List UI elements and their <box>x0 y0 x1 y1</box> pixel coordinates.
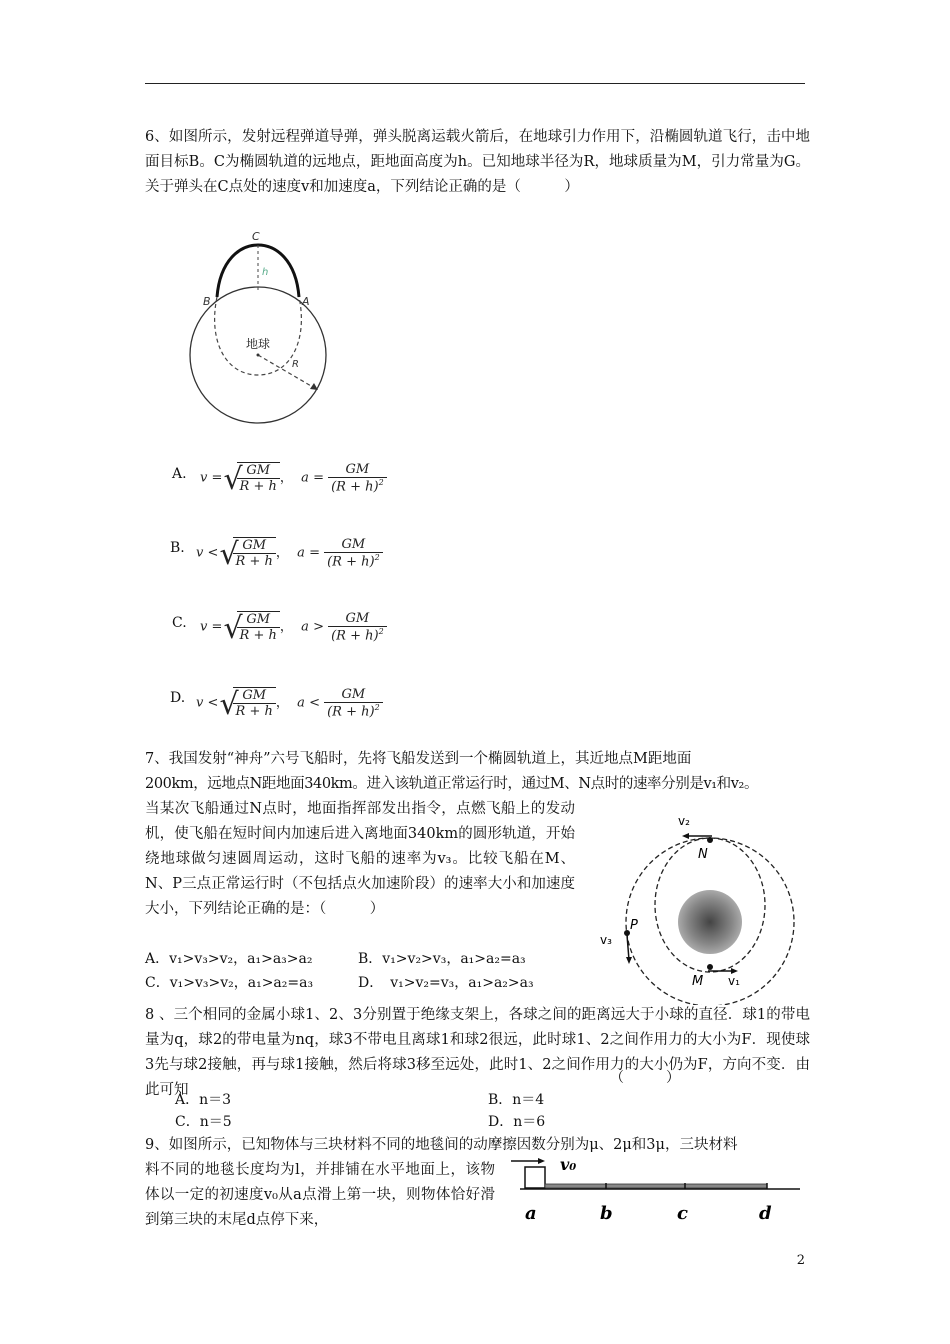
label-c: C <box>252 230 260 243</box>
q8-option-d: D．n＝6 <box>488 1114 546 1130</box>
v2-arrowhead <box>682 833 689 839</box>
question-7-body <box>145 797 575 922</box>
radius-line <box>258 355 318 390</box>
label-v2: v₂ <box>678 814 690 828</box>
label-h: h <box>262 267 269 278</box>
q7-option-a: A．v₁>v₃>v₂，a₁>a₃>a₂ <box>145 951 313 967</box>
label-v1: v₁ <box>728 974 740 988</box>
question-6 <box>145 125 810 200</box>
q8-option-b: B．n＝4 <box>488 1092 545 1108</box>
v0-arrowhead <box>538 1158 545 1164</box>
carpet-strip <box>545 1184 767 1188</box>
question-8 <box>145 1003 810 1103</box>
q9-body: 料不同的地毯长度均为l，并排铺在水平地面上，该物体以一定的初速度v₀从a点滑上第一块，则物体恰好滑到第三块的末尾d点停下来， <box>145 1162 495 1228</box>
label-n: N <box>698 847 708 862</box>
q7-option-c: C．v₁>v₃>v₂，a₁>a₂=a₃ <box>145 975 314 991</box>
question-9-body <box>145 1158 495 1233</box>
point-n-dot <box>707 837 713 843</box>
label-b: b <box>600 1203 613 1224</box>
q6-option-d-formula: v < √ $\frac{GM}{R + h}$ ， a < $\frac{GM}{(R + h)^2}$ <box>196 687 383 719</box>
label-r: R <box>292 359 299 370</box>
q6-option-b-label: B. <box>170 540 185 556</box>
q8-answer-paren: （ ） <box>610 1070 680 1086</box>
label-b: B <box>203 295 211 308</box>
label-m: M <box>692 974 704 989</box>
label-v0: v₀ <box>560 1155 577 1174</box>
label-p: P <box>630 918 638 933</box>
earth-center-dot <box>257 354 260 357</box>
carpet-figure <box>505 1153 805 1225</box>
q6-option-a-label: A. <box>172 466 187 482</box>
ellipse-inner <box>215 297 302 375</box>
q6-option-a-formula: v = √ $\frac{GM}{R + h}$ ， a = $\frac{GM}{(R + h)^2}$ <box>200 462 387 494</box>
label-a: a <box>525 1203 537 1224</box>
page-number: 2 <box>796 1253 805 1268</box>
orbit-figure <box>590 805 810 1005</box>
earth-trajectory-figure <box>180 225 350 440</box>
q6-option-b-formula: v < √ $\frac{GM}{R + h}$ ， a = $\frac{GM}{(R + h)^2}$ <box>196 537 383 569</box>
q8-text: 8 、三个相同的金属小球1、2、3分别置于绝缘支架上，各球之间的距离远大于小球的直径．球1的带电量为q，球2的带电量为nq，球3不带电且离球1和球2很远，此时球1、2之间作用力的大小为F．现使球3先与球2接触，再与球1接触，然后将球3移至远处，此时1、2之间作用力的大小仍为F，方向不变．由此可知 <box>145 1007 810 1098</box>
q9-line-1: 9、如图所示，已知物体与三块材料不同的地毯间的动摩擦因数分别为μ、2μ和3μ，三块材料 <box>145 1137 738 1153</box>
q6-option-d-label: D. <box>170 690 186 706</box>
label-v3: v₃ <box>600 933 612 947</box>
sliding-block <box>525 1167 545 1188</box>
label-a: A <box>302 295 310 308</box>
q7-line-1: 7、我国发射“神舟”六号飞船时，先将飞船发送到一个椭圆轨道上，其近地点M距地面 <box>145 751 692 767</box>
earth-ball <box>678 890 742 954</box>
label-d: d <box>759 1203 772 1224</box>
q6-option-c-label: C. <box>172 615 187 631</box>
v3-arrowhead <box>626 957 632 964</box>
label-c: c <box>677 1203 688 1224</box>
label-earth: 地球 <box>246 337 271 351</box>
question-6-text: 6、如图所示，发射远程弹道导弹，弹头脱离运载火箭后，在地球引力作用下，沿椭圆轨道飞行，击中地面目标B。C为椭圆轨道的远地点，距地面高度为h。已知地球半径为R，地球质量为M，引力常量为G。关于弹头在C点处的速度v和加速度a，下列结论正确的是（ ） <box>145 129 810 195</box>
q6-option-c-formula: v = √ $\frac{GM}{R + h}$ ， a > $\frac{GM}{(R + h)^2}$ <box>200 611 387 643</box>
q7-option-d: D． v₁>v₂=v₃，a₁>a₂>a₃ <box>358 975 534 991</box>
q8-option-a: A．n＝3 <box>175 1092 232 1108</box>
point-m-dot <box>707 964 713 970</box>
q8-option-c: C．n＝5 <box>175 1114 232 1130</box>
q7-option-b: B．v₁>v₂>v₃，a₁>a₂=a₃ <box>358 951 526 967</box>
v3-arrow <box>627 935 629 960</box>
header-rule <box>145 83 805 84</box>
q7-line-2: 200km，远地点N距地面340km。进入该轨道正常运行时，通过M、N点时的速率分别是v₁和v₂。 <box>145 776 759 792</box>
q7-body: 当某次飞船通过N点时，地面指挥部发出指令，点燃飞船上的发动机，使飞船在短时间内加速后进入离地面340km的圆形轨道，开始绕地球做匀速圆周运动，这时飞船的速率为v₃。比较飞船在M、N、P三点正常运行时（不包括点火加速阶段）的速率大小和加速度大小，下列结论正确的是：（ ） <box>145 801 575 917</box>
radius-arrow <box>310 383 318 390</box>
question-7-head <box>145 747 810 797</box>
